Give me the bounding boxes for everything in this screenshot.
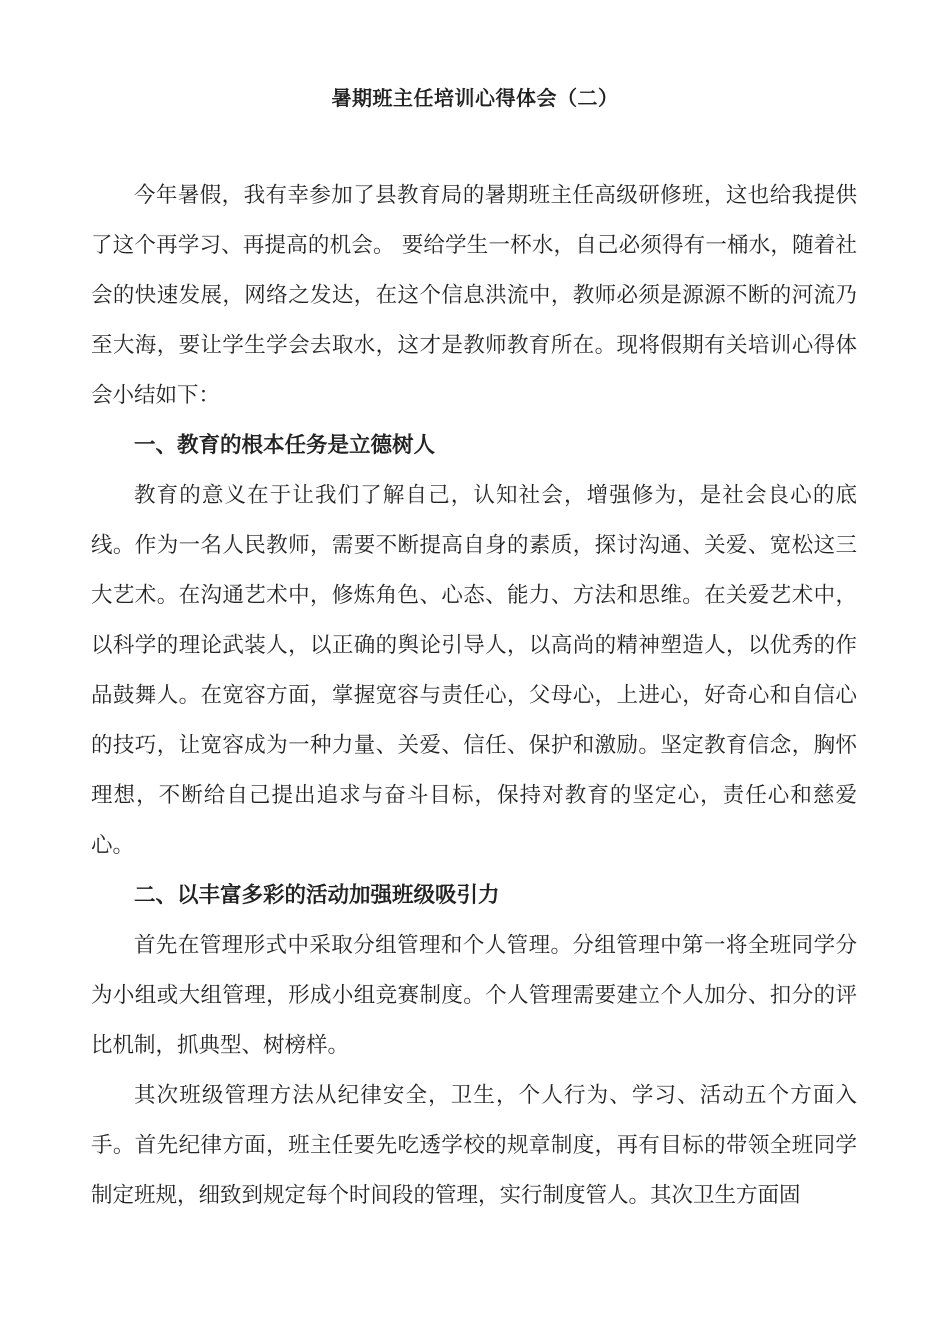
section-heading-1: 一、教育的根本任务是立德树人 bbox=[134, 433, 436, 458]
paragraph-section-1: 教育的意义在于让我们了解自己，认知社会，增强修为，是社会良心的底线。作为一名人民教师，需要不断提高自身的素质，探讨沟通、关爱、宽松这三大艺术。在沟通艺术中，修炼角色、心态、能力、方法和思维。在关爱艺术中，以科学的理论武装人，以正确的舆论引导人，以高尚的精神塑造人，以优秀的作品鼓舞人。在宽容方面，掌握宽容与责任心，父母心，上进心，好奇心和自信心的技巧，让宽容成为一种力量、关爱、信任、保护和激励。坚定教育信念，胸怀理想，不断给自己提出追求与奋斗目标，保持对教育的坚定心，责任心和慈爱心。 bbox=[91, 483, 857, 858]
document-body bbox=[91, 171, 857, 1221]
section-heading-2: 二、以丰富多彩的活动加强班级吸引力 bbox=[134, 883, 500, 908]
paragraph-section-2-a: 首先在管理形式中采取分组管理和个人管理。分组管理中第一将全班同学分为小组或大组管理，形成小组竞赛制度。个人管理需要建立个人加分、扣分的评比机制，抓典型、树榜样。 bbox=[91, 933, 857, 1058]
document-title: 暑期班主任培训心得体会（二） bbox=[331, 86, 619, 110]
paragraph-section-2-b: 其次班级管理方法从纪律安全，卫生，个人行为、学习、活动五个方面入手。首先纪律方面，班主任要先吃透学校的规章制度，再有目标的带领全班同学制定班规，细致到规定每个时间段的管理，实行制度管人。其次卫生方面固 bbox=[91, 1083, 857, 1208]
paragraph-intro: 今年暑假，我有幸参加了县教育局的暑期班主任高级研修班，这也给我提供了这个再学习、再提高的机会。 要给学生一杯水，自己必须得有一桶水，随着社会的快速发展，网络之发达，在这个信息洪流中，教师必须是源源不断的河流乃至大海，要让学生学会去取水，这才是教师教育所在。现将假期有关培训心得体会小结如下： bbox=[91, 183, 857, 408]
